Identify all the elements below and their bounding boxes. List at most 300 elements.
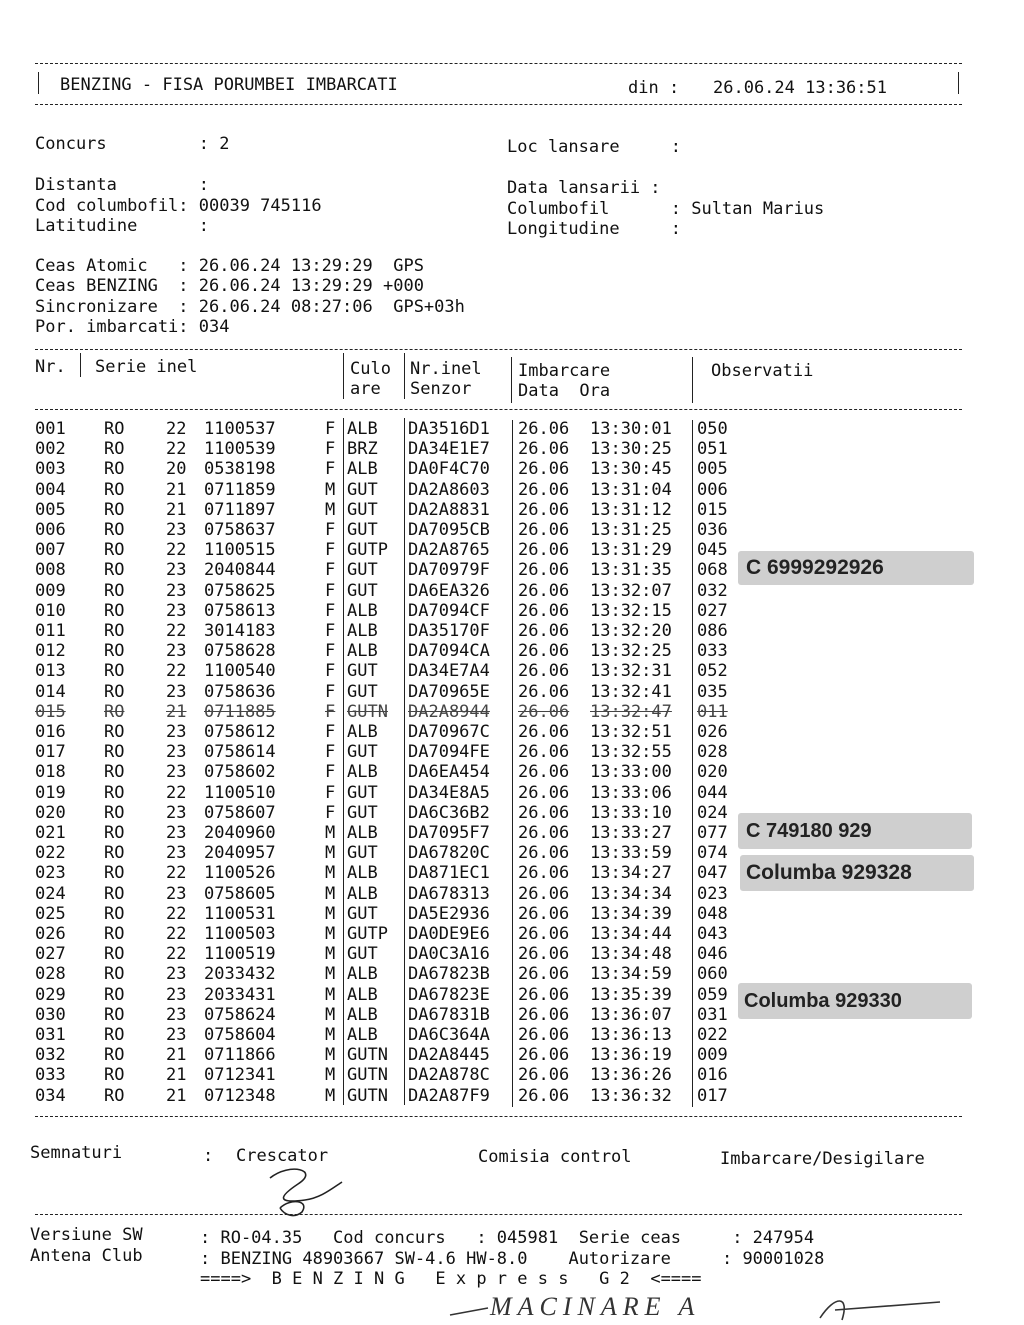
row-country: RO bbox=[104, 479, 125, 500]
col-header-nr: Nr. bbox=[35, 357, 66, 377]
row-color: ALB bbox=[347, 722, 378, 742]
table-row bbox=[0, 783, 1024, 803]
row-ring-number: 1100503 bbox=[204, 924, 276, 944]
row-time: 13:36:19 bbox=[590, 1045, 672, 1066]
row-time: 13:34:27 bbox=[590, 863, 672, 884]
row-time: 13:33:00 bbox=[590, 762, 672, 783]
row-nr: 009 bbox=[35, 580, 66, 601]
row-ring-number: 0758602 bbox=[204, 762, 276, 783]
row-ring-number: 2033431 bbox=[204, 984, 276, 1005]
row-date: 26.06 bbox=[518, 984, 570, 1005]
row-country: RO bbox=[104, 540, 125, 561]
row-date: 26.06 bbox=[518, 661, 570, 682]
row-sex: M bbox=[325, 823, 336, 843]
row-year: 23 bbox=[166, 600, 187, 621]
row-sex: F bbox=[325, 621, 336, 641]
row-sex: F bbox=[325, 802, 336, 823]
loc-lansare-field: Loc lansare : bbox=[507, 137, 681, 157]
row-year: 21 bbox=[166, 479, 187, 500]
row-time: 13:35:39 bbox=[590, 984, 672, 1005]
row-time: 13:34:34 bbox=[590, 883, 672, 904]
row-country: RO bbox=[104, 802, 125, 823]
row-nr: 027 bbox=[35, 944, 66, 965]
row-year: 23 bbox=[166, 681, 187, 702]
header-divider bbox=[80, 353, 81, 377]
row-time: 13:33:59 bbox=[590, 843, 672, 864]
concurs-field: Concurs : 2 bbox=[35, 134, 230, 154]
col-header-nr-inel-2: Senzor bbox=[410, 379, 472, 399]
row-nr: 006 bbox=[35, 520, 66, 540]
row-time: 13:32:07 bbox=[590, 580, 672, 601]
row-sex: F bbox=[325, 742, 336, 763]
row-sex: M bbox=[325, 863, 336, 884]
col-header-nr-inel-1: Nr.inel bbox=[410, 359, 482, 379]
row-ring-number: 0758636 bbox=[204, 681, 276, 702]
col-header-imbarcare: Imbarcare bbox=[518, 361, 611, 381]
row-date: 26.06 bbox=[518, 479, 570, 500]
row-color: GUT bbox=[347, 479, 378, 500]
row-nr: 034 bbox=[35, 1085, 66, 1106]
header-bottom-rule bbox=[35, 104, 962, 105]
row-nr: 011 bbox=[35, 621, 66, 641]
sincronizare-field: Sincronizare : 26.06.24 08:27:06 GPS+03h bbox=[35, 297, 465, 317]
table-row bbox=[0, 439, 1024, 459]
row-sex: F bbox=[325, 540, 336, 561]
row-sex: M bbox=[325, 984, 336, 1005]
row-time: 13:32:47 bbox=[590, 701, 672, 722]
row-date: 26.06 bbox=[518, 843, 570, 864]
table-row bbox=[0, 964, 1024, 984]
row-color: ALB bbox=[347, 762, 378, 783]
row-date: 26.06 bbox=[518, 520, 570, 540]
row-observation: 005 bbox=[697, 459, 728, 480]
row-country: RO bbox=[104, 762, 125, 783]
row-year: 23 bbox=[166, 580, 187, 601]
row-sensor-ring: DA678313 bbox=[408, 883, 490, 904]
row-time: 13:34:39 bbox=[590, 903, 672, 924]
row-date: 26.06 bbox=[518, 540, 570, 561]
row-time: 13:32:41 bbox=[590, 681, 672, 702]
row-sensor-ring: DA7094CF bbox=[408, 600, 490, 621]
row-ring-number: 0758612 bbox=[204, 722, 276, 742]
row-time: 13:32:51 bbox=[590, 722, 672, 742]
row-date: 26.06 bbox=[518, 419, 570, 439]
row-country: RO bbox=[104, 641, 125, 662]
row-year: 22 bbox=[166, 924, 187, 944]
row-observation: 060 bbox=[697, 964, 728, 985]
row-color: ALB bbox=[347, 984, 378, 1005]
table-row bbox=[0, 1086, 1024, 1106]
col-header-observatii: Observatii bbox=[711, 361, 814, 381]
row-ring-number: 1100537 bbox=[204, 419, 276, 439]
table-row bbox=[0, 924, 1024, 944]
row-observation: 023 bbox=[697, 883, 728, 904]
longitudine-field: Longitudine : bbox=[507, 219, 681, 239]
row-sensor-ring: DA67823E bbox=[408, 984, 490, 1005]
row-sensor-ring: DA2A8603 bbox=[408, 479, 490, 500]
row-sex: M bbox=[325, 843, 336, 864]
row-date: 26.06 bbox=[518, 621, 570, 641]
row-year: 22 bbox=[166, 944, 187, 965]
col-header-serie-inel: Serie inel bbox=[95, 357, 198, 377]
row-year: 23 bbox=[166, 802, 187, 823]
row-sensor-ring: DA0C3A16 bbox=[408, 944, 490, 965]
row-country: RO bbox=[104, 1065, 125, 1086]
row-ring-number: 0758604 bbox=[204, 1025, 276, 1045]
row-observation: 011 bbox=[697, 701, 728, 722]
row-sensor-ring: DA2A8445 bbox=[408, 1045, 490, 1066]
row-sex: M bbox=[325, 499, 336, 520]
latitudine-field: Latitudine : bbox=[35, 216, 209, 236]
row-country: RO bbox=[104, 742, 125, 763]
row-sensor-ring: DA2A8765 bbox=[408, 540, 490, 561]
table-row bbox=[0, 621, 1024, 641]
row-color: ALB bbox=[347, 459, 378, 480]
row-nr: 022 bbox=[35, 843, 66, 864]
row-nr: 029 bbox=[35, 984, 66, 1005]
row-nr: 023 bbox=[35, 863, 66, 884]
crescator-signature bbox=[250, 1160, 350, 1220]
table-row bbox=[0, 459, 1024, 479]
row-year: 21 bbox=[166, 701, 187, 722]
row-date: 26.06 bbox=[518, 903, 570, 924]
table-row bbox=[0, 1025, 1024, 1045]
row-color: GUTP bbox=[347, 540, 388, 561]
table-bottom-rule bbox=[35, 1116, 962, 1117]
row-country: RO bbox=[104, 883, 125, 904]
row-observation: 047 bbox=[697, 863, 728, 884]
row-sensor-ring: DA0F4C70 bbox=[408, 459, 490, 480]
row-sensor-ring: DA70979F bbox=[408, 560, 490, 581]
row-observation: 086 bbox=[697, 621, 728, 641]
row-observation: 006 bbox=[697, 479, 728, 500]
row-country: RO bbox=[104, 964, 125, 985]
row-date: 26.06 bbox=[518, 883, 570, 904]
row-date: 26.06 bbox=[518, 499, 570, 520]
row-sensor-ring: DA7094FE bbox=[408, 742, 490, 763]
header-right-bar bbox=[958, 72, 959, 94]
table-header-rule bbox=[35, 409, 962, 410]
row-observation: 044 bbox=[697, 782, 728, 803]
row-date: 26.06 bbox=[518, 1065, 570, 1086]
row-year: 23 bbox=[166, 843, 187, 864]
sticker-label: Columba 929330 bbox=[738, 983, 972, 1019]
row-ring-number: 0711859 bbox=[204, 479, 276, 500]
row-sensor-ring: DA2A8944 bbox=[408, 701, 490, 722]
row-ring-number: 0711866 bbox=[204, 1045, 276, 1066]
row-year: 21 bbox=[166, 1085, 187, 1106]
row-observation: 024 bbox=[697, 802, 728, 823]
row-observation: 033 bbox=[697, 641, 728, 662]
row-nr: 007 bbox=[35, 540, 66, 561]
row-time: 13:32:25 bbox=[590, 641, 672, 662]
row-observation: 020 bbox=[697, 762, 728, 783]
row-year: 22 bbox=[166, 439, 187, 460]
row-ring-number: 0758637 bbox=[204, 520, 276, 540]
row-date: 26.06 bbox=[518, 1045, 570, 1066]
row-sensor-ring: DA7095CB bbox=[408, 520, 490, 540]
row-color: ALB bbox=[347, 600, 378, 621]
row-date: 26.06 bbox=[518, 722, 570, 742]
row-year: 21 bbox=[166, 1045, 187, 1066]
imbarcare-desigilare-label: Imbarcare/Desigilare bbox=[720, 1149, 925, 1169]
row-sex: F bbox=[325, 560, 336, 581]
row-time: 13:36:07 bbox=[590, 1004, 672, 1025]
row-country: RO bbox=[104, 459, 125, 480]
row-time: 13:31:35 bbox=[590, 560, 672, 581]
row-sex: M bbox=[325, 903, 336, 924]
row-sex: M bbox=[325, 1065, 336, 1086]
table-top-rule bbox=[35, 349, 962, 350]
row-sex: M bbox=[325, 1085, 336, 1106]
row-color: GUT bbox=[347, 520, 378, 540]
row-time: 13:36:26 bbox=[590, 1065, 672, 1086]
row-ring-number: 2040957 bbox=[204, 843, 276, 864]
date-label: din : bbox=[628, 78, 680, 98]
row-sex: F bbox=[325, 641, 336, 662]
row-time: 13:32:55 bbox=[590, 742, 672, 763]
row-color: ALB bbox=[347, 419, 378, 439]
handwritten-strokes bbox=[440, 1290, 960, 1325]
row-year: 22 bbox=[166, 540, 187, 561]
row-sex: M bbox=[325, 924, 336, 944]
header-divider bbox=[343, 353, 344, 399]
row-country: RO bbox=[104, 701, 125, 722]
col-header-data-ora: Data Ora bbox=[518, 381, 611, 401]
row-year: 23 bbox=[166, 1004, 187, 1025]
row-color: ALB bbox=[347, 1025, 378, 1045]
row-sensor-ring: DA67823B bbox=[408, 964, 490, 985]
row-color: GUTN bbox=[347, 1065, 388, 1086]
distanta-field: Distanta : bbox=[35, 175, 209, 195]
row-year: 21 bbox=[166, 499, 187, 520]
table-row bbox=[0, 419, 1024, 439]
row-color: GUT bbox=[347, 742, 378, 763]
row-country: RO bbox=[104, 1004, 125, 1025]
row-nr: 001 bbox=[35, 419, 66, 439]
row-nr: 013 bbox=[35, 661, 66, 682]
row-sex: F bbox=[325, 520, 336, 540]
table-row bbox=[0, 742, 1024, 762]
row-date: 26.06 bbox=[518, 782, 570, 803]
row-ring-number: 1100531 bbox=[204, 903, 276, 924]
row-color: GUT bbox=[347, 843, 378, 864]
columbofil-field: Columbofil : Sultan Marius bbox=[507, 199, 825, 219]
row-observation: 022 bbox=[697, 1025, 728, 1045]
row-sex: F bbox=[325, 701, 336, 722]
row-sensor-ring: DA6C36B2 bbox=[408, 802, 490, 823]
row-sex: F bbox=[325, 681, 336, 702]
row-nr: 026 bbox=[35, 924, 66, 944]
header-divider bbox=[404, 353, 405, 399]
row-nr: 005 bbox=[35, 499, 66, 520]
row-date: 26.06 bbox=[518, 641, 570, 662]
row-observation: 048 bbox=[697, 903, 728, 924]
antena-club-label: Antena Club bbox=[30, 1246, 143, 1266]
row-sex: M bbox=[325, 944, 336, 965]
row-color: ALB bbox=[347, 823, 378, 843]
row-sex: M bbox=[325, 964, 336, 985]
row-time: 13:34:48 bbox=[590, 944, 672, 965]
row-sensor-ring: DA7094CA bbox=[408, 641, 490, 662]
row-ring-number: 0712348 bbox=[204, 1085, 276, 1106]
row-date: 26.06 bbox=[518, 823, 570, 843]
footer-rule bbox=[35, 1214, 962, 1215]
row-country: RO bbox=[104, 621, 125, 641]
row-country: RO bbox=[104, 560, 125, 581]
benzing-express-banner: ====> B E N Z I N G E x p r e s s G 2 <==== bbox=[200, 1269, 702, 1289]
comisia-control-label: Comisia control bbox=[478, 1147, 632, 1167]
row-sex: F bbox=[325, 600, 336, 621]
row-date: 26.06 bbox=[518, 742, 570, 763]
row-country: RO bbox=[104, 722, 125, 742]
row-year: 22 bbox=[166, 621, 187, 641]
table-row bbox=[0, 1045, 1024, 1065]
row-nr: 017 bbox=[35, 742, 66, 763]
row-color: GUTN bbox=[347, 1045, 388, 1066]
row-country: RO bbox=[104, 580, 125, 601]
row-ring-number: 0538198 bbox=[204, 459, 276, 480]
row-observation: 028 bbox=[697, 742, 728, 763]
row-observation: 074 bbox=[697, 843, 728, 864]
row-year: 23 bbox=[166, 722, 187, 742]
row-country: RO bbox=[104, 1025, 125, 1045]
table-row bbox=[0, 762, 1024, 782]
row-ring-number: 0758607 bbox=[204, 802, 276, 823]
row-time: 13:36:32 bbox=[590, 1085, 672, 1106]
row-date: 26.06 bbox=[518, 944, 570, 965]
row-country: RO bbox=[104, 903, 125, 924]
row-sex: M bbox=[325, 883, 336, 904]
sticker-label: C 6999292926 bbox=[738, 551, 974, 585]
row-time: 13:30:01 bbox=[590, 419, 672, 439]
row-color: GUT bbox=[347, 560, 378, 581]
row-ring-number: 1100515 bbox=[204, 540, 276, 561]
row-time: 13:33:27 bbox=[590, 823, 672, 843]
row-date: 26.06 bbox=[518, 459, 570, 480]
row-color: GUT bbox=[347, 903, 378, 924]
col-header-culoare-2: are bbox=[350, 379, 381, 399]
row-year: 23 bbox=[166, 742, 187, 763]
table-row bbox=[0, 702, 1024, 722]
row-country: RO bbox=[104, 1045, 125, 1066]
row-color: ALB bbox=[347, 1004, 378, 1025]
versiune-sw-label: Versiune SW bbox=[30, 1225, 143, 1245]
row-date: 26.06 bbox=[518, 681, 570, 702]
row-sensor-ring: DA35170F bbox=[408, 621, 490, 641]
antena-club-line: : BENZING 48903667 SW-4.6 HW-8.0 Autorizare : 90001028 bbox=[200, 1249, 825, 1269]
row-country: RO bbox=[104, 863, 125, 884]
col-header-culoare-1: Culo bbox=[350, 359, 391, 379]
row-country: RO bbox=[104, 661, 125, 682]
row-sensor-ring: DA2A87F9 bbox=[408, 1085, 490, 1106]
row-year: 23 bbox=[166, 520, 187, 540]
row-country: RO bbox=[104, 681, 125, 702]
row-nr: 018 bbox=[35, 762, 66, 783]
row-observation: 016 bbox=[697, 1065, 728, 1086]
row-nr: 016 bbox=[35, 722, 66, 742]
row-nr: 021 bbox=[35, 823, 66, 843]
row-sensor-ring: DA2A878C bbox=[408, 1065, 490, 1086]
row-nr: 015 bbox=[35, 701, 66, 722]
row-color: GUTN bbox=[347, 1085, 388, 1106]
row-observation: 050 bbox=[697, 419, 728, 439]
row-ring-number: 1100519 bbox=[204, 944, 276, 965]
table-row bbox=[0, 722, 1024, 742]
table-row bbox=[0, 661, 1024, 681]
row-time: 13:36:13 bbox=[590, 1025, 672, 1045]
row-sex: M bbox=[325, 1025, 336, 1045]
row-observation: 031 bbox=[697, 1004, 728, 1025]
row-nr: 019 bbox=[35, 782, 66, 803]
row-sensor-ring: DA34E8A5 bbox=[408, 782, 490, 803]
row-color: GUT bbox=[347, 802, 378, 823]
row-year: 20 bbox=[166, 459, 187, 480]
row-time: 13:33:10 bbox=[590, 802, 672, 823]
row-date: 26.06 bbox=[518, 802, 570, 823]
row-year: 23 bbox=[166, 984, 187, 1005]
row-date: 26.06 bbox=[518, 964, 570, 985]
table-row bbox=[0, 641, 1024, 661]
row-sensor-ring: DA70965E bbox=[408, 681, 490, 702]
ceas-atomic-field: Ceas Atomic : 26.06.24 13:29:29 GPS bbox=[35, 256, 424, 276]
row-time: 13:30:45 bbox=[590, 459, 672, 480]
row-nr: 025 bbox=[35, 903, 66, 924]
row-time: 13:33:06 bbox=[590, 782, 672, 803]
row-year: 22 bbox=[166, 661, 187, 682]
row-country: RO bbox=[104, 1085, 125, 1106]
row-sensor-ring: DA70967C bbox=[408, 722, 490, 742]
row-nr: 032 bbox=[35, 1045, 66, 1066]
row-date: 26.06 bbox=[518, 1004, 570, 1025]
row-ring-number: 0758613 bbox=[204, 600, 276, 621]
table-row bbox=[0, 601, 1024, 621]
row-year: 21 bbox=[166, 1065, 187, 1086]
row-observation: 036 bbox=[697, 520, 728, 540]
row-color: GUT bbox=[347, 944, 378, 965]
table-row bbox=[0, 520, 1024, 540]
row-color: ALB bbox=[347, 641, 378, 662]
row-year: 23 bbox=[166, 883, 187, 904]
row-observation: 035 bbox=[697, 681, 728, 702]
table-row bbox=[0, 682, 1024, 702]
row-sex: F bbox=[325, 661, 336, 682]
row-year: 22 bbox=[166, 782, 187, 803]
row-sex: F bbox=[325, 762, 336, 783]
row-observation: 015 bbox=[697, 499, 728, 520]
row-observation: 051 bbox=[697, 439, 728, 460]
row-date: 26.06 bbox=[518, 701, 570, 722]
row-date: 26.06 bbox=[518, 762, 570, 783]
table-row bbox=[0, 944, 1024, 964]
sticker-label: Columba 929328 bbox=[740, 855, 974, 891]
row-year: 23 bbox=[166, 762, 187, 783]
handwritten-note: MACINARE A bbox=[490, 1292, 701, 1321]
row-observation: 077 bbox=[697, 823, 728, 843]
row-ring-number: 1100539 bbox=[204, 439, 276, 460]
row-date: 26.06 bbox=[518, 924, 570, 944]
row-ring-number: 0758625 bbox=[204, 580, 276, 601]
row-country: RO bbox=[104, 843, 125, 864]
row-date: 26.06 bbox=[518, 560, 570, 581]
row-country: RO bbox=[104, 600, 125, 621]
row-sensor-ring: DA67831B bbox=[408, 1004, 490, 1025]
row-ring-number: 1100510 bbox=[204, 782, 276, 803]
row-sensor-ring: DA34E1E7 bbox=[408, 439, 490, 460]
row-color: ALB bbox=[347, 621, 378, 641]
semnaturi-colon: : bbox=[203, 1146, 214, 1166]
row-observation: 045 bbox=[697, 540, 728, 561]
